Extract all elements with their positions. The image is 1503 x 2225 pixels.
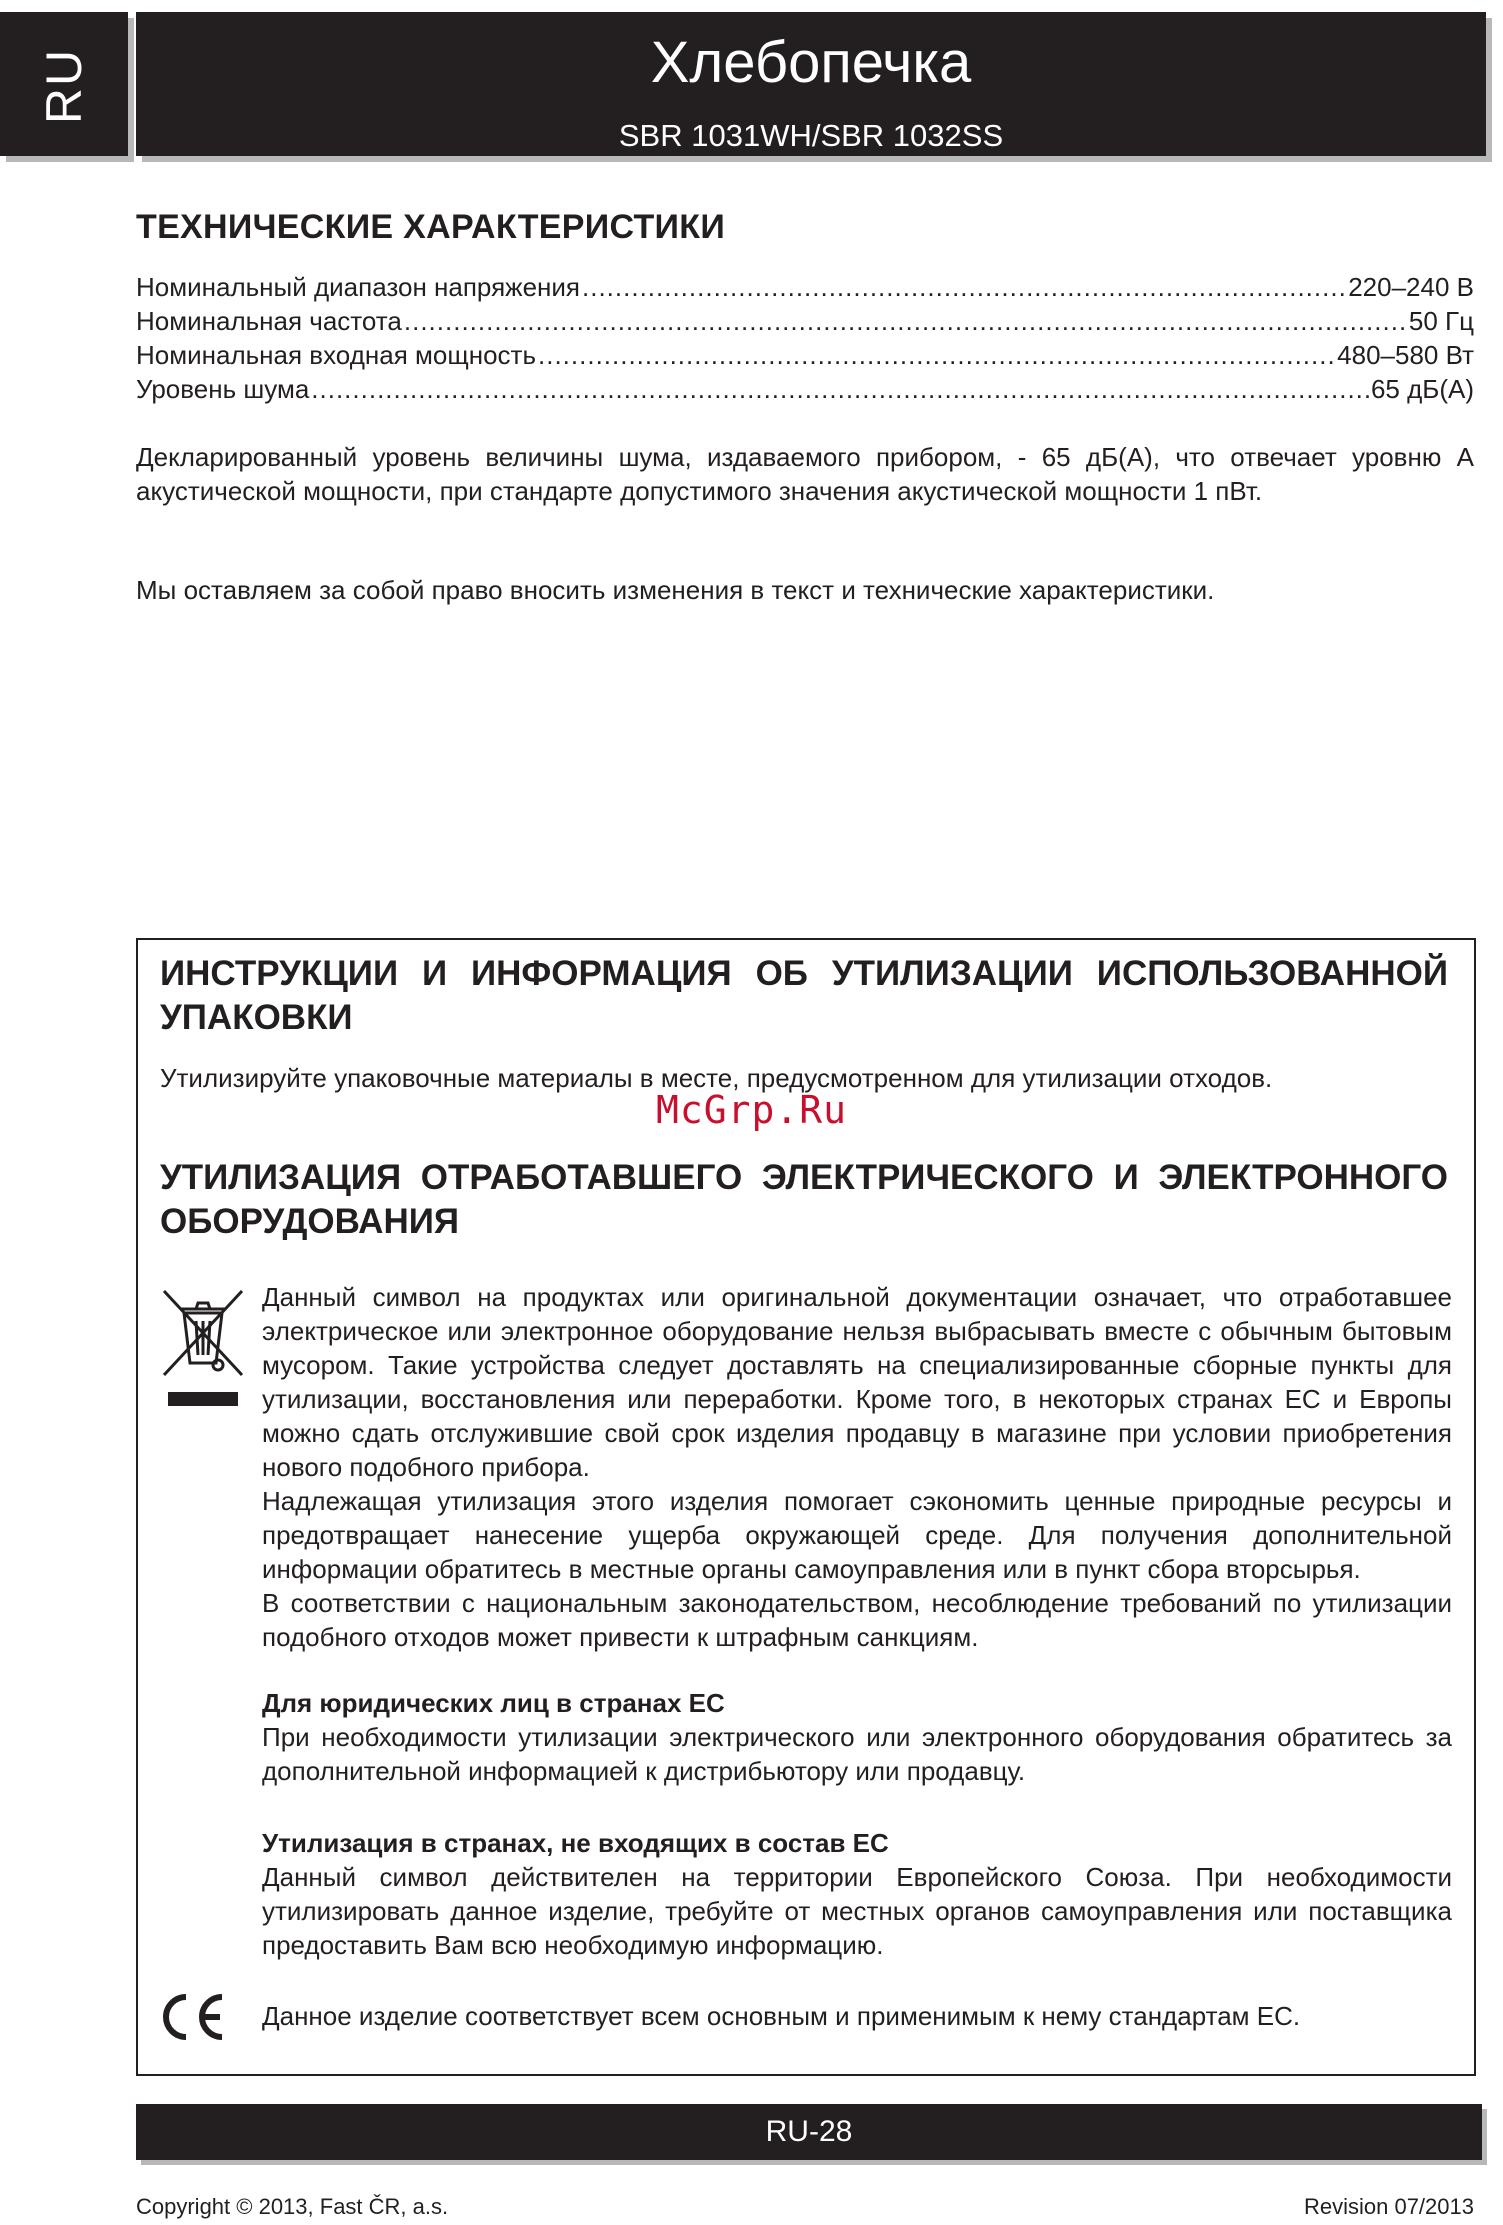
spec-label: Номинальная входная мощность (136, 340, 536, 370)
weee-crossed-bin-icon (158, 1285, 248, 1410)
packaging-heading: ИНСТРУКЦИИ И ИНФОРМАЦИЯ ОБ УТИЛИЗАЦИИ ИСПОЛЬЗОВАННОЙ УПАКОВКИ (160, 954, 1448, 1037)
ce-conformity-text: Данное изделие соответствует всем основным и применимым к нему стандартам ЕС. (262, 2001, 1301, 2031)
specs-heading: ТЕХНИЧЕСКИЕ ХАРАКТЕРИСТИКИ (136, 208, 726, 246)
non-eu-text: Данный символ действителен на территории Европейского Союза. При необходимости утилизировать данное изделие, требуйте от местных органов самоуправления или поставщика предоставить Вам всю необходимую информацию. (262, 1862, 1452, 1960)
page-title: Хлебопечка (650, 30, 972, 95)
weee-heading: УТИЛИЗАЦИЯ ОТРАБОТАВШЕГО ЭЛЕКТРИЧЕСКОГО И ЭЛЕКТРОННОГО ОБОРУДОВАНИЯ (160, 1158, 1448, 1241)
spec-row-frequency (136, 304, 1474, 338)
spec-row-noise (136, 372, 1474, 406)
revision: Revision 07/2013 (1303, 2194, 1474, 2219)
language-code: RU (36, 47, 92, 125)
ce-mark-icon (158, 1992, 228, 2042)
dot-leader (582, 270, 1346, 304)
page-number-bar (136, 2104, 1482, 2160)
spec-row-power (136, 338, 1474, 372)
spec-label: Номинальная частота (136, 306, 402, 336)
weee-text-block (262, 1280, 1452, 1654)
spec-row-voltage (136, 270, 1474, 304)
spec-label: Номинальный диапазон напряжения (136, 272, 580, 302)
legal-entities-heading: Для юридических лиц в странах ЕС (262, 1688, 725, 1718)
copyright: Copyright © 2013, Fast ČR, a.s. (136, 2194, 449, 2219)
page-number: RU-28 (765, 2115, 853, 2148)
title-bar (136, 12, 1486, 156)
legal-entities-text: При необходимости утилизации электрического или электронного оборудования обратитесь за дополнительной информацией к дистрибьютору или продавцу. (262, 1722, 1452, 1786)
model-number: SBR 1031WH/SBR 1032SS (618, 118, 1004, 153)
weee-paragraph-1: Данный символ на продуктах или оригинальной документации означает, что отработавшее электрическое или электронное оборудование нельзя выбрасывать вместе с обычным бытовым мусором. Такие устройства следует доставлять на специализированные сборные пункты для утилизации, восстановления или переработки. Кроме того, в некоторых странах ЕС и Европы можно сдать отслужившие свой срок изделия продавцу в магазине при условии приобретения нового подобного прибора. (262, 1282, 1452, 1482)
non-eu-heading: Утилизация в странах, не входящих в состав ЕС (262, 1828, 889, 1858)
spec-value: 480–580 Вт (1337, 340, 1474, 370)
noise-declaration: Декларированный уровень величины шума, издаваемого прибором, - 65 дБ(A), что отвечает уровню A акустической мощности, при стандарте допустимого значения акустической мощности 1 пВт. (136, 442, 1474, 506)
dot-leader (404, 304, 1407, 338)
rights-reserved-note: Мы оставляем за собой право вносить изменения в текст и технические характеристики. (136, 575, 1215, 605)
spec-value: 65 дБ(A) (1370, 374, 1474, 404)
spec-label: Уровень шума (136, 374, 310, 404)
watermark-link[interactable]: McGrp.Ru (655, 1088, 848, 1132)
spec-value: 220–240 В (1348, 272, 1474, 302)
weee-paragraph-3: В соответствии с национальным законодательством, несоблюдение требований по утилизации подобного отходов может привести к штрафным санкциям. (262, 1588, 1452, 1652)
spec-value: 50 Гц (1408, 306, 1474, 336)
dot-leader (311, 372, 1369, 406)
weee-paragraph-2: Надлежащая утилизация этого изделия помогает сэкономить ценные природные ресурсы и предотвращает нанесение ущерба окружающей среде. Для получения дополнительной информации обратитесь в местные органы самоуправления или в пункт сбора вторсырья. (262, 1486, 1452, 1584)
dot-leader (538, 338, 1335, 372)
language-tab (0, 12, 128, 156)
specs-list (136, 270, 1474, 406)
packaging-text: Утилизируйте упаковочные материалы в месте, предусмотренном для утилизации отходов. (160, 1063, 1273, 1093)
